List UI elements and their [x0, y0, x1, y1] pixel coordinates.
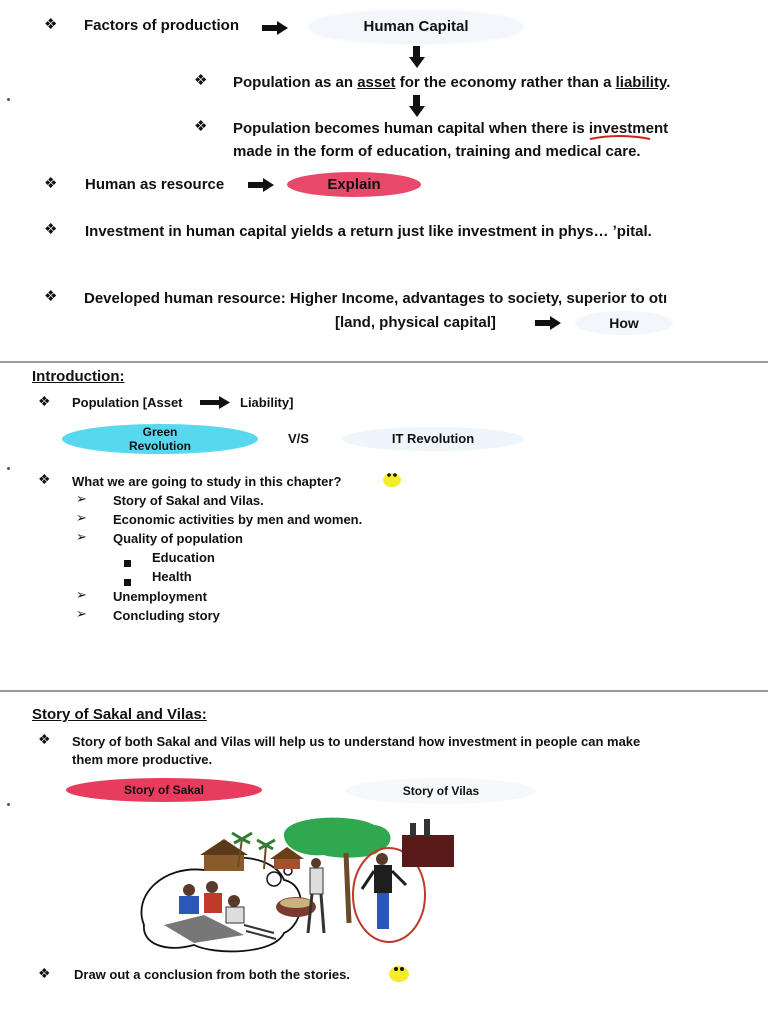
factors-text: Factors of production: [84, 17, 239, 34]
story-line-2: them more productive.: [72, 752, 213, 767]
investment-word: investment: [588, 120, 669, 137]
right-arrow-icon: [200, 396, 230, 409]
right-arrow-icon: [535, 316, 561, 330]
story-heading: Story of Sakal and Vilas:: [32, 706, 207, 723]
asset-line-end: .: [666, 74, 671, 91]
study-question-text: What we are going to study in this chapter?: [72, 474, 342, 489]
diamond-bullet-icon: ❖: [38, 471, 51, 487]
sakal-vilas-illustration: [134, 815, 466, 965]
page-dot: [7, 467, 10, 470]
arrowhead-bullet-icon: ➢: [76, 587, 87, 602]
smiley-icon: [388, 963, 410, 983]
hc-line-pre: Population becomes human capital when there is: [233, 120, 589, 137]
diamond-bullet-icon: ❖: [38, 965, 51, 981]
diamond-bullet-icon: ❖: [44, 175, 58, 192]
population-asset-text: Population [Asset: [72, 395, 183, 410]
asset-line-mid: for the economy rather than a: [395, 74, 616, 91]
investment-word-wrap: [589, 120, 668, 137]
asset-word: asset: [357, 74, 396, 91]
land-capital-text: [land, physical capital]: [335, 314, 496, 331]
page-dot: [7, 803, 10, 806]
explain-blob: [287, 172, 421, 197]
page-dot: [7, 98, 10, 101]
diamond-bullet-icon: ❖: [194, 118, 208, 135]
explain-label: Explain: [327, 176, 381, 193]
human-capital-blob: [310, 12, 522, 42]
smiley-icon: [382, 470, 402, 488]
chapter-item: Concluding story: [113, 608, 220, 623]
population-liability-text: Liability]: [240, 395, 294, 410]
chapter-subitem: Health: [152, 569, 192, 584]
diamond-bullet-icon: ❖: [38, 731, 51, 747]
human-capital-line-2: made in the form of education, training and medical care.: [233, 143, 641, 160]
green-revolution-blob: [62, 424, 258, 454]
investment-yields-text: Investment in human capital yields a return just like investment in phys… ʼpital.: [85, 223, 652, 240]
asset-line: [233, 74, 670, 91]
chapter-item: Economic activities by men and women.: [113, 512, 363, 527]
red-underline-icon: [589, 135, 651, 141]
down-arrow-icon: [409, 95, 425, 117]
chapter-item: Quality of population: [113, 531, 243, 546]
story-vilas-label: Story of Vilas: [402, 784, 480, 798]
chapter-item: Story of Sakal and Vilas.: [113, 493, 264, 508]
vs-text: V/S: [288, 431, 309, 446]
chapter-subitem: Education: [152, 550, 215, 565]
page-divider: [0, 690, 768, 692]
arrowhead-bullet-icon: ➢: [76, 491, 87, 506]
conclusion-text: Draw out a conclusion from both the stories.: [74, 967, 350, 982]
diamond-bullet-icon: ❖: [194, 72, 208, 89]
human-resource-text: Human as resource: [85, 176, 225, 193]
right-arrow-icon: [262, 21, 288, 35]
diamond-bullet-icon: ❖: [44, 288, 58, 305]
right-arrow-icon: [248, 178, 274, 192]
down-arrow-icon: [409, 46, 425, 68]
human-capital-line: [233, 120, 668, 137]
introduction-heading: Introduction:: [32, 368, 125, 385]
diamond-bullet-icon: ❖: [38, 393, 51, 409]
story-sakal-label: Story of Sakal: [123, 783, 205, 797]
green-revolution-label: Green Revolution: [129, 425, 191, 453]
story-line-1: Story of both Sakal and Vilas will help us to understand how investment in people can make: [72, 734, 641, 749]
arrowhead-bullet-icon: ➢: [76, 510, 87, 525]
developed-resource-text: Developed human resource: Higher Income, advantages to society, superior to otı: [84, 290, 668, 307]
human-capital-label: Human Capital: [363, 18, 469, 35]
arrowhead-bullet-icon: ➢: [76, 529, 87, 544]
arrowhead-bullet-icon: ➢: [76, 606, 87, 621]
how-label: How: [609, 315, 639, 331]
story-sakal-blob: [66, 778, 262, 802]
how-blob: [575, 311, 673, 335]
diamond-bullet-icon: ❖: [44, 16, 58, 33]
it-revolution-label: IT Revolution: [391, 431, 475, 446]
story-vilas-blob: [346, 778, 536, 804]
liability-word: liability: [615, 74, 667, 91]
square-bullet-icon: [124, 554, 131, 572]
chapter-item: Unemployment: [113, 589, 207, 604]
diamond-bullet-icon: ❖: [44, 221, 58, 238]
page-divider: [0, 361, 768, 363]
it-revolution-blob: [342, 427, 524, 451]
asset-line-pre: Population as an: [233, 74, 358, 91]
